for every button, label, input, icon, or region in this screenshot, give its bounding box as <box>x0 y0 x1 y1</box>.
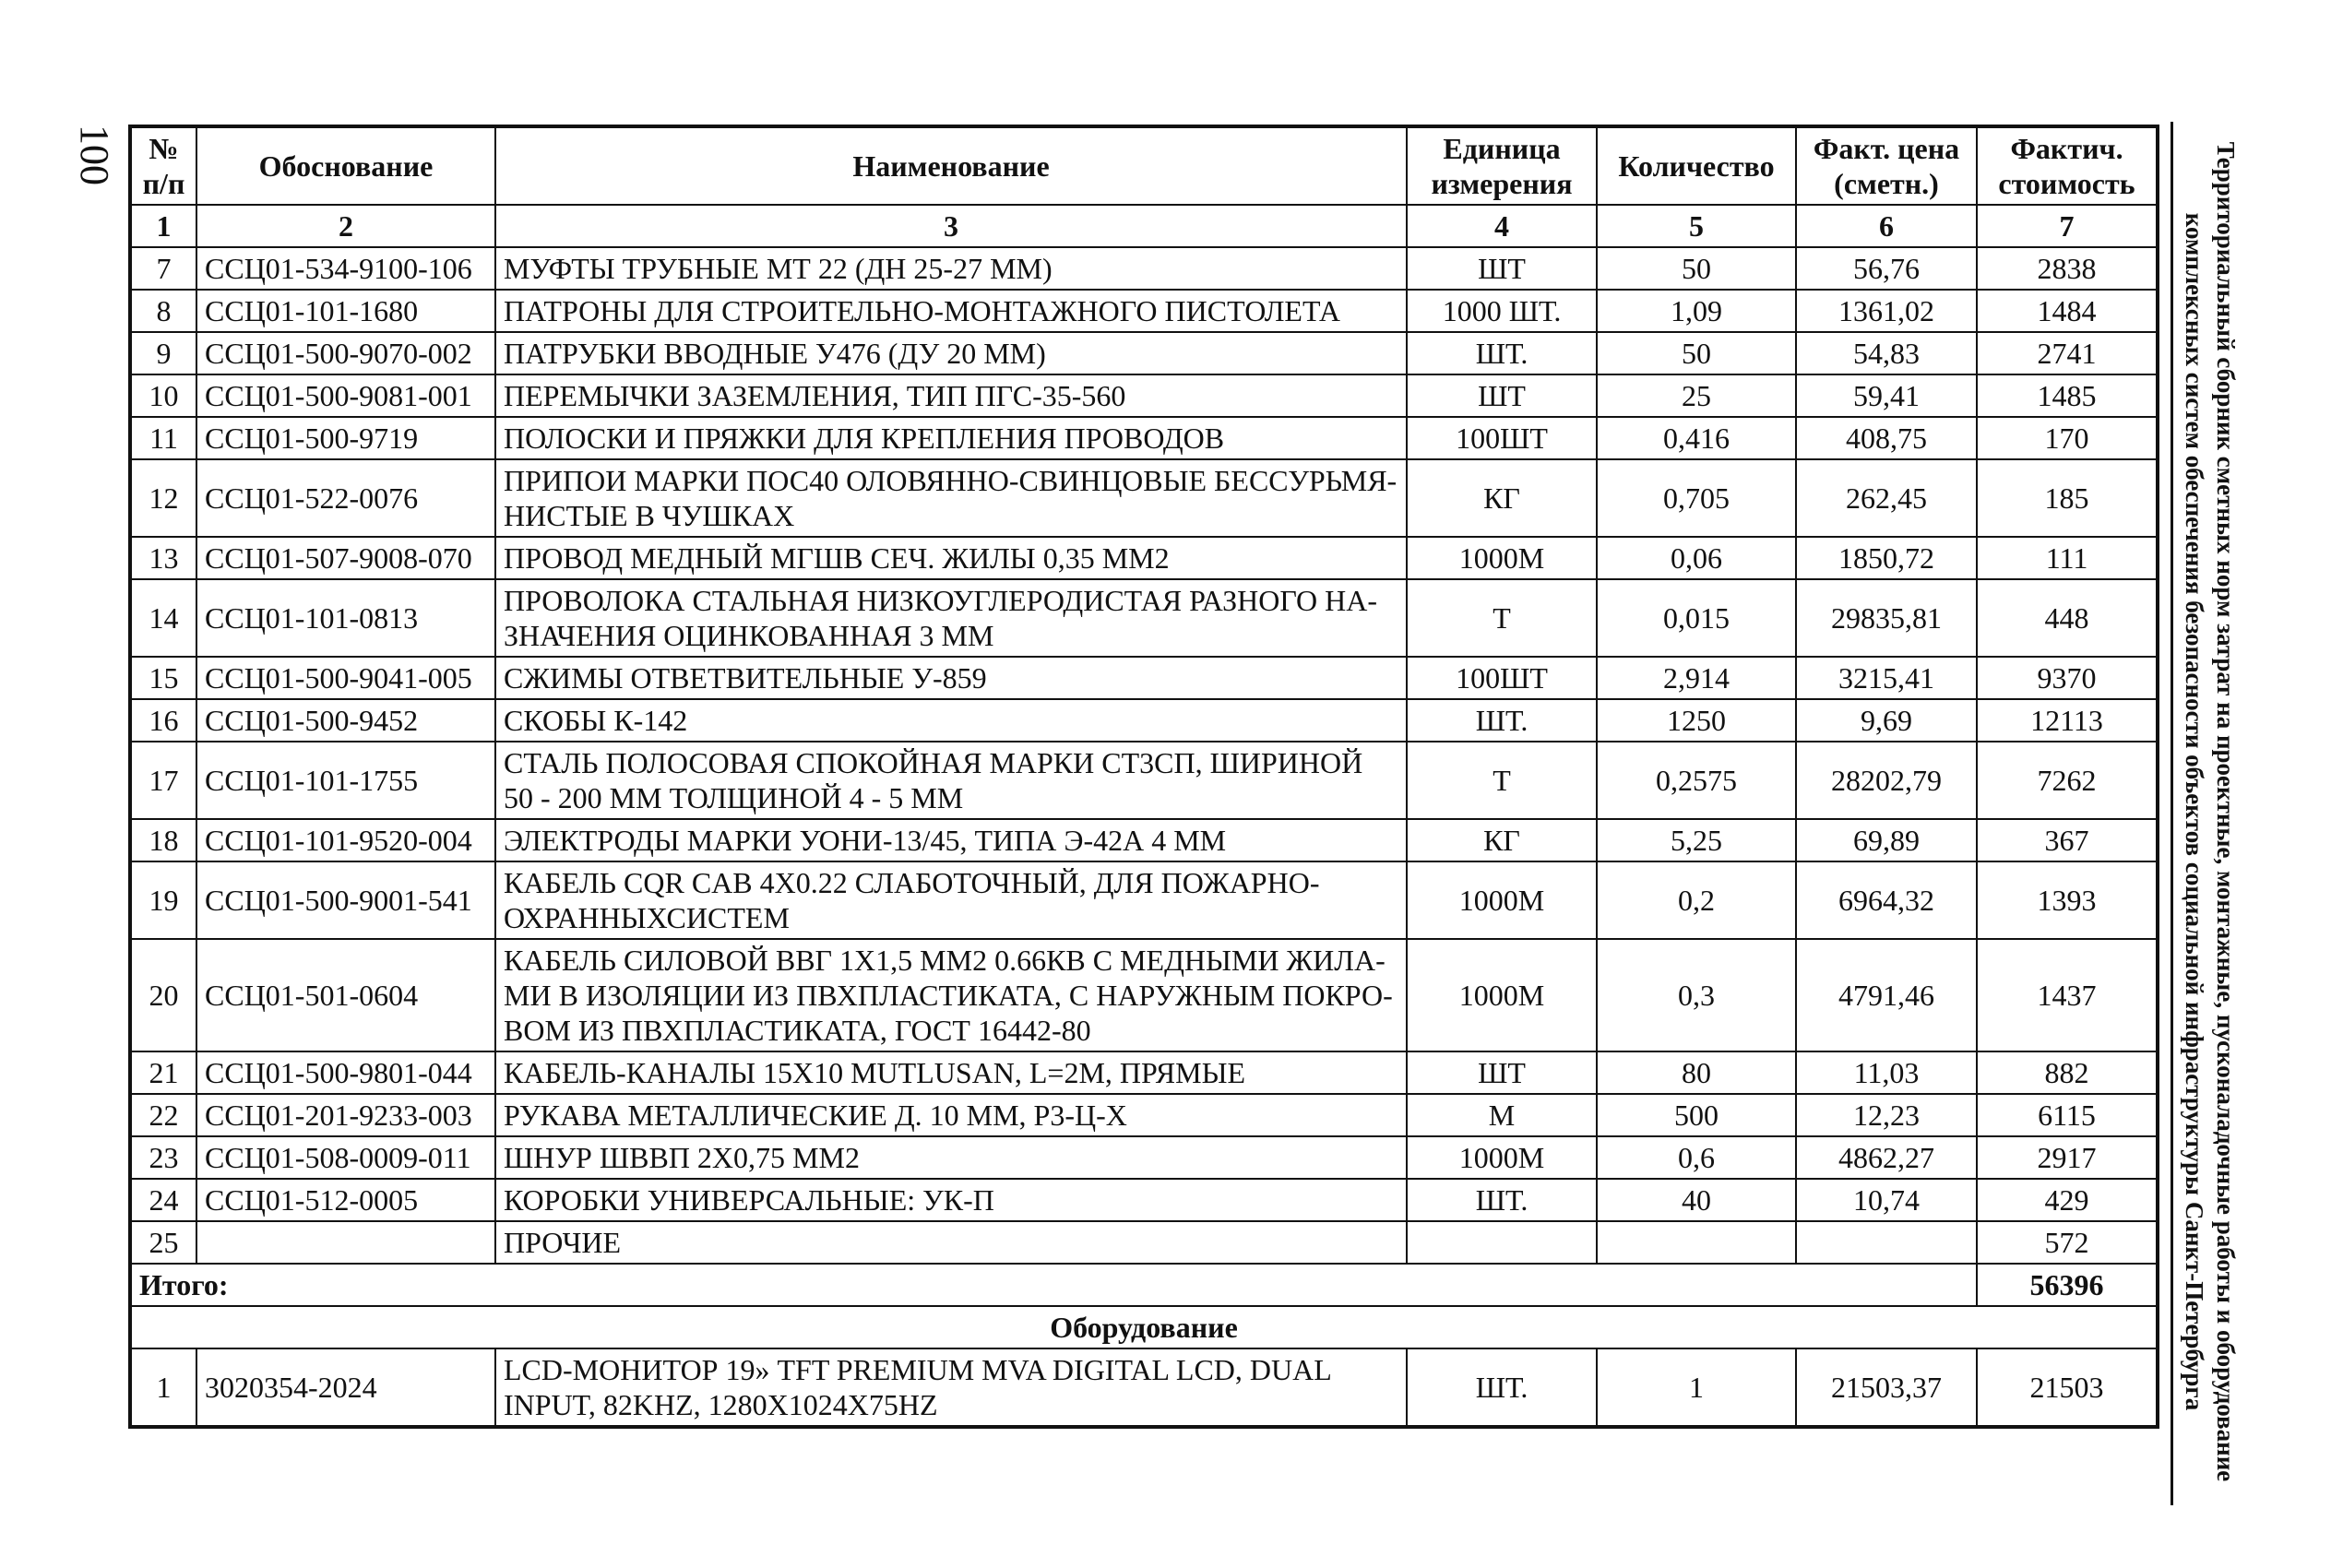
row-basis: ССЦ01-101-1755 <box>196 742 495 819</box>
table-row <box>130 374 2158 417</box>
row-unit: 1000М <box>1407 939 1597 1051</box>
row-unit: ШТ <box>1407 374 1597 417</box>
row-unit: Т <box>1407 579 1597 657</box>
row-basis: 3020354-2024 <box>196 1348 495 1427</box>
header-price: Факт. цена (сметн.) <box>1796 126 1977 205</box>
header-basis: Обоснование <box>196 126 495 205</box>
row-number: 15 <box>130 657 196 699</box>
row-price: 1361,02 <box>1796 290 1977 332</box>
row-cost: 2917 <box>1977 1136 2158 1179</box>
row-number: 23 <box>130 1136 196 1179</box>
row-qty: 0,6 <box>1597 1136 1796 1179</box>
row-number: 18 <box>130 819 196 861</box>
row-qty: 1250 <box>1597 699 1796 742</box>
row-qty: 0,06 <box>1597 537 1796 579</box>
row-number: 1 <box>130 1348 196 1427</box>
row-basis: ССЦ01-501-0604 <box>196 939 495 1051</box>
row-price: 408,75 <box>1796 417 1977 459</box>
row-unit: 1000М <box>1407 537 1597 579</box>
row-name: ПРОЧИЕ <box>495 1221 1407 1264</box>
row-basis: ССЦ01-201-9233-003 <box>196 1094 495 1136</box>
row-basis: ССЦ01-500-9452 <box>196 699 495 742</box>
column-number: 2 <box>196 205 495 247</box>
row-number: 9 <box>130 332 196 374</box>
table-row <box>130 1136 2158 1179</box>
row-cost: 6115 <box>1977 1094 2158 1136</box>
row-price: 3215,41 <box>1796 657 1977 699</box>
row-price <box>1796 1221 1977 1264</box>
total-row <box>130 1264 2158 1306</box>
row-name: ПАТРОНЫ ДЛЯ СТРОИТЕЛЬНО-МОНТАЖНОГО ПИСТОЛЕТА <box>495 290 1407 332</box>
header-unit: Единица измерения <box>1407 126 1597 205</box>
row-qty: 0,416 <box>1597 417 1796 459</box>
row-price: 54,83 <box>1796 332 1977 374</box>
row-cost: 2838 <box>1977 247 2158 290</box>
row-basis: ССЦ01-508-0009-011 <box>196 1136 495 1179</box>
row-basis: ССЦ01-500-9070-002 <box>196 332 495 374</box>
row-number: 24 <box>130 1179 196 1221</box>
row-unit: 100ШТ <box>1407 657 1597 699</box>
row-number: 16 <box>130 699 196 742</box>
row-name: LCD-МОНИТОР 19» TFT PREMIUM MVA DIGITAL LCD, DUAL INPUT, 82KHZ, 1280X1024X75HZ <box>495 1348 1407 1427</box>
row-cost: 111 <box>1977 537 2158 579</box>
row-price: 262,45 <box>1796 459 1977 537</box>
side-divider <box>2171 122 2173 1505</box>
row-unit: КГ <box>1407 819 1597 861</box>
table-row <box>130 1348 2158 1427</box>
row-name: СЖИМЫ ОТВЕТВИТЕЛЬНЫЕ У-859 <box>495 657 1407 699</box>
row-basis: ССЦ01-500-9801-044 <box>196 1051 495 1094</box>
row-unit: КГ <box>1407 459 1597 537</box>
row-qty: 0,2 <box>1597 861 1796 939</box>
row-unit: 1000М <box>1407 861 1597 939</box>
row-cost: 185 <box>1977 459 2158 537</box>
row-cost: 9370 <box>1977 657 2158 699</box>
row-qty: 1,09 <box>1597 290 1796 332</box>
column-number: 7 <box>1977 205 2158 247</box>
row-cost: 7262 <box>1977 742 2158 819</box>
row-qty: 0,015 <box>1597 579 1796 657</box>
row-basis: ССЦ01-522-0076 <box>196 459 495 537</box>
total-value: 56396 <box>1977 1264 2158 1306</box>
row-qty: 0,3 <box>1597 939 1796 1051</box>
table-row <box>130 417 2158 459</box>
header-name: Наименование <box>495 126 1407 205</box>
row-basis: ССЦ01-534-9100-106 <box>196 247 495 290</box>
row-qty: 500 <box>1597 1094 1796 1136</box>
row-name: ПАТРУБКИ ВВОДНЫЕ У476 (ДУ 20 ММ) <box>495 332 1407 374</box>
row-basis: ССЦ01-500-9081-001 <box>196 374 495 417</box>
row-qty: 2,914 <box>1597 657 1796 699</box>
header-row <box>130 126 2158 205</box>
row-price: 56,76 <box>1796 247 1977 290</box>
side-title: Территориальный сборник сметных норм затрат на проектные, монтажные, пусконаладочные работы и оборудование комплексных систем обеспечения безопасности объектов социальной инфраструктуры Санкт-Петербурга <box>2181 141 2240 1482</box>
row-qty <box>1597 1221 1796 1264</box>
table-row <box>130 247 2158 290</box>
row-price: 9,69 <box>1796 699 1977 742</box>
row-qty: 0,705 <box>1597 459 1796 537</box>
row-name: СТАЛЬ ПОЛОСОВАЯ СПОКОЙНАЯ МАРКИ СТ3СП, ШИРИНОЙ 50 - 200 ММ ТОЛЩИНОЙ 4 - 5 ММ <box>495 742 1407 819</box>
row-price: 28202,79 <box>1796 742 1977 819</box>
row-cost: 572 <box>1977 1221 2158 1264</box>
table-row <box>130 1221 2158 1264</box>
row-basis: ССЦ01-500-9001-541 <box>196 861 495 939</box>
row-number: 12 <box>130 459 196 537</box>
row-unit: ШТ. <box>1407 699 1597 742</box>
table-row <box>130 290 2158 332</box>
table-row <box>130 861 2158 939</box>
row-number: 11 <box>130 417 196 459</box>
row-name: КОРОБКИ УНИВЕРСАЛЬНЫЕ: УК-П <box>495 1179 1407 1221</box>
table-row <box>130 742 2158 819</box>
row-price: 1850,72 <box>1796 537 1977 579</box>
section-title: Оборудование <box>130 1306 2158 1348</box>
row-name: ПРИПОИ МАРКИ ПОС40 ОЛОВЯННО-СВИНЦОВЫЕ БЕССУРЬМЯ-НИСТЫЕ В ЧУШКАХ <box>495 459 1407 537</box>
row-number: 22 <box>130 1094 196 1136</box>
row-qty: 25 <box>1597 374 1796 417</box>
row-unit: ШТ. <box>1407 332 1597 374</box>
section-row <box>130 1306 2158 1348</box>
row-qty: 80 <box>1597 1051 1796 1094</box>
row-cost: 1437 <box>1977 939 2158 1051</box>
row-cost: 1484 <box>1977 290 2158 332</box>
row-unit: ШТ. <box>1407 1348 1597 1427</box>
table-row <box>130 1094 2158 1136</box>
table-row <box>130 699 2158 742</box>
row-price: 21503,37 <box>1796 1348 1977 1427</box>
row-cost: 1485 <box>1977 374 2158 417</box>
row-cost: 429 <box>1977 1179 2158 1221</box>
column-number: 3 <box>495 205 1407 247</box>
row-basis: ССЦ01-101-9520-004 <box>196 819 495 861</box>
table-row <box>130 657 2158 699</box>
row-unit: 100ШТ <box>1407 417 1597 459</box>
row-qty: 5,25 <box>1597 819 1796 861</box>
row-unit: ШТ. <box>1407 1179 1597 1221</box>
row-number: 14 <box>130 579 196 657</box>
row-qty: 50 <box>1597 332 1796 374</box>
column-number: 4 <box>1407 205 1597 247</box>
row-number: 17 <box>130 742 196 819</box>
row-qty: 1 <box>1597 1348 1796 1427</box>
row-number: 19 <box>130 861 196 939</box>
row-name: ЭЛЕКТРОДЫ МАРКИ УОНИ-13/45, ТИПА Э-42А 4 ММ <box>495 819 1407 861</box>
row-unit: М <box>1407 1094 1597 1136</box>
table-row <box>130 1179 2158 1221</box>
table-row <box>130 579 2158 657</box>
row-qty: 40 <box>1597 1179 1796 1221</box>
row-number: 7 <box>130 247 196 290</box>
table-row <box>130 537 2158 579</box>
row-basis <box>196 1221 495 1264</box>
row-name: ШНУР ШВВП 2Х0,75 ММ2 <box>495 1136 1407 1179</box>
row-qty: 0,2575 <box>1597 742 1796 819</box>
row-name: КАБЕЛЬ CQR CAB 4X0.22 СЛАБОТОЧНЫЙ, ДЛЯ ПОЖАРНО-ОХРАННЫХСИСТЕМ <box>495 861 1407 939</box>
row-cost: 21503 <box>1977 1348 2158 1427</box>
row-basis: ССЦ01-101-0813 <box>196 579 495 657</box>
row-name: СКОБЫ К-142 <box>495 699 1407 742</box>
row-name: КАБЕЛЬ СИЛОВОЙ ВВГ 1Х1,5 ММ2 0.66КВ С МЕДНЫМИ ЖИЛА-МИ В ИЗОЛЯЦИИ ИЗ ПВХПЛАСТИКАТА, С НАРУЖНЫМ ПОКРО-ВОМ ИЗ ПВХПЛАСТИКАТА, ГОСТ 16442-80 <box>495 939 1407 1051</box>
row-unit: ШТ <box>1407 247 1597 290</box>
table-row <box>130 939 2158 1051</box>
row-name: ПРОВОД МЕДНЫЙ МГШВ СЕЧ. ЖИЛЫ 0,35 ММ2 <box>495 537 1407 579</box>
row-price: 29835,81 <box>1796 579 1977 657</box>
row-name: ПРОВОЛОКА СТАЛЬНАЯ НИЗКОУГЛЕРОДИСТАЯ РАЗНОГО НА-ЗНАЧЕНИЯ ОЦИНКОВАННАЯ 3 ММ <box>495 579 1407 657</box>
row-basis: ССЦ01-507-9008-070 <box>196 537 495 579</box>
row-number: 8 <box>130 290 196 332</box>
row-number: 20 <box>130 939 196 1051</box>
table-row <box>130 332 2158 374</box>
column-number: 1 <box>130 205 196 247</box>
page-number: 100 <box>72 125 117 185</box>
table-row <box>130 819 2158 861</box>
row-number: 21 <box>130 1051 196 1094</box>
row-number: 10 <box>130 374 196 417</box>
column-number: 5 <box>1597 205 1796 247</box>
estimate-table <box>128 125 2159 1429</box>
row-price: 59,41 <box>1796 374 1977 417</box>
row-price: 4791,46 <box>1796 939 1977 1051</box>
row-name: МУФТЫ ТРУБНЫЕ МТ 22 (ДН 25-27 ММ) <box>495 247 1407 290</box>
row-unit: 1000М <box>1407 1136 1597 1179</box>
row-name: РУКАВА МЕТАЛЛИЧЕСКИЕ Д. 10 ММ, Р3-Ц-Х <box>495 1094 1407 1136</box>
row-basis: ССЦ01-500-9041-005 <box>196 657 495 699</box>
header-cost: Фактич. стоимость <box>1977 126 2158 205</box>
row-price: 6964,32 <box>1796 861 1977 939</box>
row-unit: 1000 ШТ. <box>1407 290 1597 332</box>
row-cost: 882 <box>1977 1051 2158 1094</box>
table-row <box>130 459 2158 537</box>
row-qty: 50 <box>1597 247 1796 290</box>
row-price: 11,03 <box>1796 1051 1977 1094</box>
row-basis: ССЦ01-101-1680 <box>196 290 495 332</box>
row-cost: 170 <box>1977 417 2158 459</box>
row-price: 12,23 <box>1796 1094 1977 1136</box>
row-price: 10,74 <box>1796 1179 1977 1221</box>
row-basis: ССЦ01-500-9719 <box>196 417 495 459</box>
row-price: 69,89 <box>1796 819 1977 861</box>
row-name: ПОЛОСКИ И ПРЯЖКИ ДЛЯ КРЕПЛЕНИЯ ПРОВОДОВ <box>495 417 1407 459</box>
row-cost: 367 <box>1977 819 2158 861</box>
table-row <box>130 1051 2158 1094</box>
row-basis: ССЦ01-512-0005 <box>196 1179 495 1221</box>
row-unit: Т <box>1407 742 1597 819</box>
row-cost: 1393 <box>1977 861 2158 939</box>
column-number: 6 <box>1796 205 1977 247</box>
row-number: 25 <box>130 1221 196 1264</box>
row-name: ПЕРЕМЫЧКИ ЗАЗЕМЛЕНИЯ, ТИП ПГС-35-560 <box>495 374 1407 417</box>
row-cost: 12113 <box>1977 699 2158 742</box>
row-unit: ШТ <box>1407 1051 1597 1094</box>
column-numbers-row <box>130 205 2158 247</box>
row-number: 13 <box>130 537 196 579</box>
row-price: 4862,27 <box>1796 1136 1977 1179</box>
row-name: КАБЕЛЬ-КАНАЛЫ 15X10 MUTLUSAN, L=2M, ПРЯМЫЕ <box>495 1051 1407 1094</box>
row-unit <box>1407 1221 1597 1264</box>
header-num: № п/п <box>130 126 196 205</box>
total-label: Итого: <box>130 1264 1977 1306</box>
header-qty: Количество <box>1597 126 1796 205</box>
row-cost: 448 <box>1977 579 2158 657</box>
row-cost: 2741 <box>1977 332 2158 374</box>
